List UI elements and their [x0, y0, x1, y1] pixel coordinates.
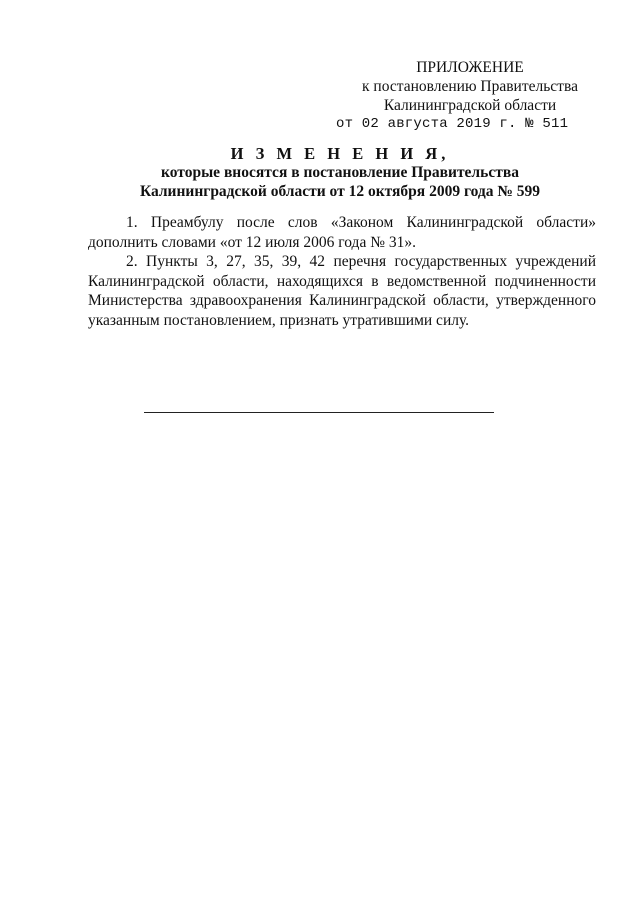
paragraph-1 — [88, 213, 596, 252]
appendix-date-line: от 02 августа 2019 г. № 511 — [336, 116, 569, 132]
paragraph-1-text: Преамбулу после слов «Законом Калининградской области» дополнить словами «от 12 июля 2006 года № 31». — [88, 214, 596, 251]
document-heading — [80, 144, 600, 201]
appendix-block — [330, 58, 610, 134]
paragraph-1-number: 1. — [126, 214, 138, 231]
paragraph-2-number: 2. — [126, 253, 138, 270]
appendix-title: ПРИЛОЖЕНИЕ — [416, 59, 524, 76]
end-divider-line — [144, 412, 494, 413]
paragraph-2-text: Пункты 3, 27, 35, 39, 42 перечня государственных учреждений Калининградской области, находящихся в ведомственной подчиненности Министерства здравоохранения Калининградской области, утвержденного указанным постановлением, признать утратившими силу. — [88, 253, 597, 329]
paragraph-2 — [88, 252, 596, 330]
heading-title: И З М Е Н Е Н И Я, — [230, 144, 450, 163]
appendix-line-1: к постановлению Правительства — [362, 78, 578, 95]
document-body — [88, 213, 596, 330]
heading-line-1: которые вносятся в постановление Правительства — [161, 164, 519, 181]
heading-line-2: Калининградской области от 12 октября 2009 года № 599 — [139, 183, 541, 200]
appendix-line-2: Калининградской области — [383, 97, 557, 114]
